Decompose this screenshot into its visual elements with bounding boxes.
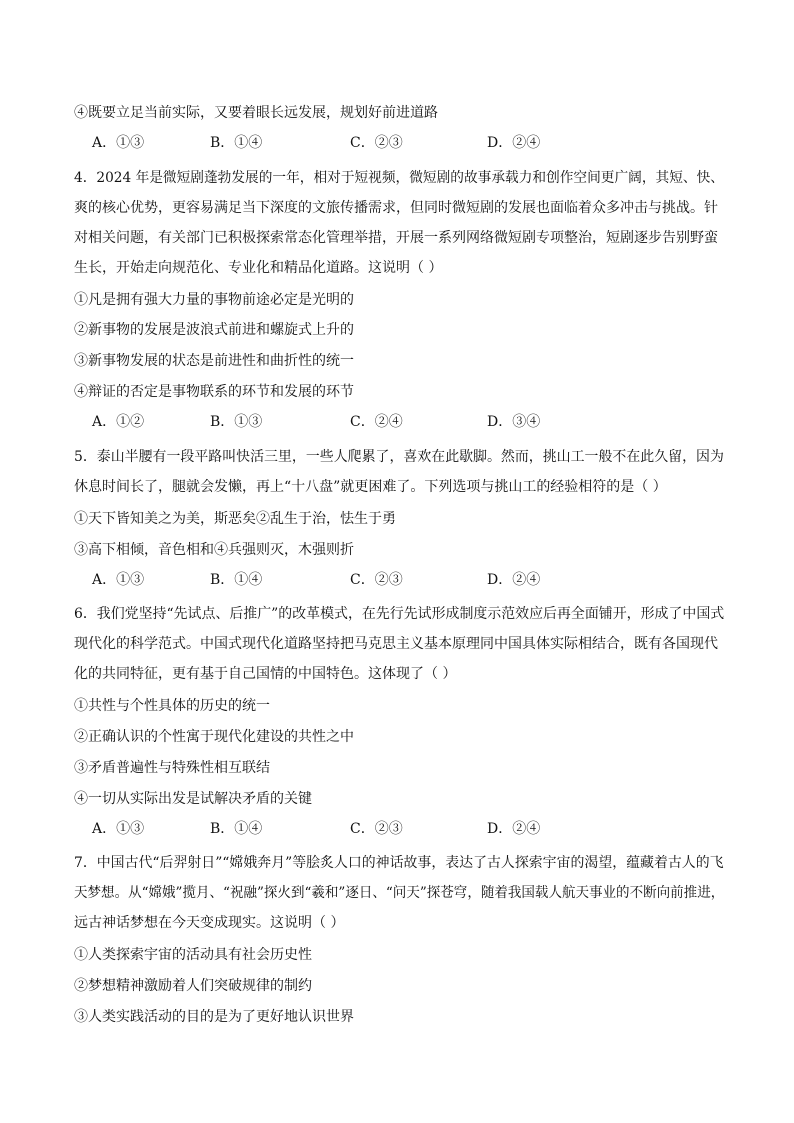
q4-option-b[interactable]: B．①③ (210, 414, 263, 430)
q6-option-a[interactable]: A．①③ (92, 821, 145, 837)
q5-stem-line-1: 5．泰山半腰有一段平路叫快活三里，一些人爬累了，喜欢在此歇脚。然而，挑山工一般不在此久留，因为 (74, 449, 724, 465)
q4-option-a[interactable]: A．①② (92, 414, 145, 430)
q4-statement-1: ①凡是拥有强大力量的事物前途必定是光明的 (74, 292, 354, 308)
q4-option-c[interactable]: C．②④ (350, 414, 403, 430)
q5-option-b[interactable]: B．①④ (210, 572, 263, 588)
q3-option-a[interactable]: A．①③ (92, 135, 145, 151)
q7-stem-line-3: 远古神话梦想在今天变成现实。这说明（ ） (74, 915, 345, 931)
q6-statement-3: ③矛盾普遍性与特殊性相互联结 (74, 760, 270, 776)
q3-option-d[interactable]: D．②④ (487, 135, 541, 151)
q6-statement-1: ①共性与个性具体的历史的统一 (74, 698, 270, 714)
q3-option-b[interactable]: B．①④ (210, 135, 263, 151)
q5-statement-1: ①天下皆知美之为美，斯恶矣②乱生于治，怯生于勇 (74, 511, 396, 527)
q6-option-b[interactable]: B．①④ (210, 821, 263, 837)
q4-statement-2: ②新事物的发展是波浪式前进和螺旋式上升的 (74, 322, 354, 338)
q7-statement-3: ③人类实践活动的目的是为了更好地认识世界 (74, 1009, 354, 1025)
q4-stem-line-3: 对相关问题，有关部门已积极探索常态化管理举措，开展一系列网络微短剧专项整治，短剧逐步告别野蛮 (74, 230, 718, 246)
q6-stem-line-3: 化的共同特征，更有基于自己国情的中国特色。这体现了（ ） (74, 666, 457, 682)
q4-stem-line-4: 生长，开始走向规范化、专业化和精品化道路。这说明（ ） (74, 260, 443, 276)
q6-statement-2: ②正确认识的个性寓于现代化建设的共性之中 (74, 729, 354, 745)
q5-statement-2: ③高下相倾，音色相和④兵强则灭，木强则折 (74, 542, 354, 558)
q5-option-d[interactable]: D．②④ (487, 572, 541, 588)
q4-option-d[interactable]: D．③④ (487, 414, 541, 430)
q4-statement-3: ③新事物发展的状态是前进性和曲折性的统一 (74, 353, 354, 369)
q4-stem-line-1: 4．2024 年是微短剧蓬勃发展的一年，相对于短视频，微短剧的故事承载力和创作空间更广阔，其短、快、 (74, 170, 724, 186)
q7-statement-2: ②梦想精神激励着人们突破规律的制约 (74, 978, 312, 994)
q4-statement-4: ④辩证的否定是事物联系的环节和发展的环节 (74, 384, 354, 400)
q5-stem-line-2: 休息时间长了，腿就会发懒，再上“十八盘”就更困难了。下列选项与挑山工的经验相符的是（ ） (74, 479, 667, 495)
q7-statement-1: ①人类探索宇宙的活动具有社会历史性 (74, 947, 312, 963)
q4-stem-line-2: 爽的核心优势，更容易满足当下深度的文旅传播需求，但同时微短剧的发展也面临着众多冲击与挑战。针 (74, 200, 718, 216)
q7-stem-line-2: 天梦想。从“嫦娥”揽月、“祝融”探火到“羲和”逐日、“问天”探苍穹，随着我国载人航天事业的不断向前推进， (74, 885, 725, 901)
q6-stem-line-2: 现代化的科学范式。中国式现代化道路坚持把马克思主义基本原理同中国具体实际相结合，既有各国现代 (74, 636, 718, 652)
q3-option-c[interactable]: C．②③ (350, 135, 403, 151)
q3-statement-4: ④既要立足当前实际，又要着眼长远发展，规划好前进道路 (74, 105, 438, 121)
q6-option-c[interactable]: C．②③ (350, 821, 403, 837)
q5-option-a[interactable]: A．①③ (92, 572, 145, 588)
q7-stem-line-1: 7．中国古代“后羿射日”“嫦娥奔月”等脍炙人口的神话故事，表达了古人探索宇宙的渴望，蕴藏着古人的飞 (74, 855, 724, 871)
q6-stem-line-1: 6．我们党坚持“先试点、后推广”的改革模式，在先行先试形成制度示范效应后再全面铺开，形成了中国式 (74, 606, 725, 622)
q5-option-c[interactable]: C．②③ (350, 572, 403, 588)
q6-statement-4: ④一切从实际出发是试解决矛盾的关键 (74, 791, 312, 807)
q6-option-d[interactable]: D．②④ (487, 821, 541, 837)
